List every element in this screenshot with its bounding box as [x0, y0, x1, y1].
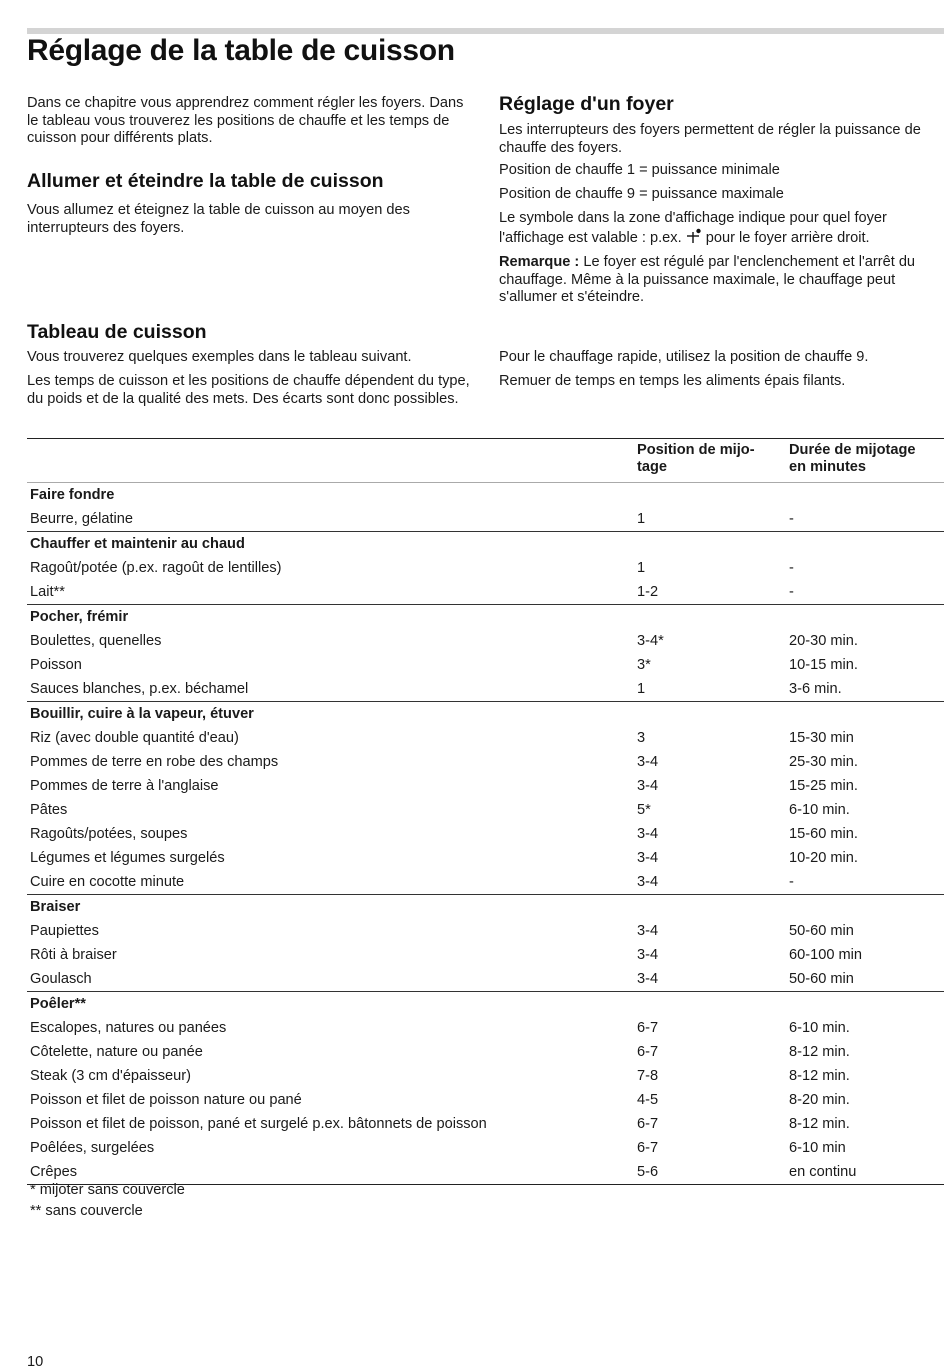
position-cell: 3-4: [637, 826, 659, 842]
table-row: [27, 846, 944, 870]
foyer-text-symbol: [499, 210, 944, 248]
dish-cell: Goulasch: [30, 971, 92, 987]
position-cell: 3*: [637, 657, 651, 673]
duration-cell: 10-20 min.: [789, 850, 858, 866]
table-row: [27, 774, 944, 798]
dish-cell: Cuire en cocotte minute: [30, 874, 185, 890]
position-cell: 3-4: [637, 778, 659, 794]
duration-cell: 15-25 min.: [789, 778, 858, 794]
dish-cell: Steak (3 cm d'épaisseur): [30, 1068, 191, 1084]
empty-cell: [637, 532, 789, 557]
duration-cell: 25-30 min.: [789, 754, 858, 770]
duration-cell: -: [789, 874, 794, 890]
empty-cell: [637, 605, 789, 630]
table-row: [27, 507, 944, 532]
duration-cell: -: [789, 560, 794, 576]
table-row: [27, 556, 944, 580]
position-cell: 1: [637, 560, 646, 576]
duration-cell: 15-30 min: [789, 730, 854, 746]
position-cell: 4-5: [637, 1092, 659, 1108]
header-duration: Durée de mijotage en minutes: [789, 439, 944, 483]
note-text: Le foyer est régulé par l'enclenchement et l'arrêt du chauffage. Même à la puissance maximale, le chauffage peut s'allumer et s'éteindre.: [499, 254, 916, 305]
position-cell: 3-4: [637, 923, 659, 939]
position-cell: 1: [637, 511, 646, 527]
table-category-row: [27, 895, 944, 920]
position-cell: 3-4: [637, 754, 659, 770]
tableau-right-text-2: Remuer de temps en temps les aliments épais filants.: [499, 373, 846, 389]
table-row: [27, 1040, 944, 1064]
header-position: Position de mijo- tage: [637, 439, 789, 483]
category-label: Poêler**: [27, 992, 637, 1017]
duration-cell: 8-20 min.: [789, 1092, 850, 1108]
dish-cell: Poisson et filet de poisson nature ou pané: [30, 1092, 302, 1108]
duration-cell: 6-10 min.: [789, 1020, 850, 1036]
footnote-1: * mijoter sans couvercle: [30, 1182, 185, 1198]
page-title: Réglage de la table de cuisson: [27, 34, 455, 67]
duration-cell: 8-12 min.: [789, 1044, 850, 1060]
empty-cell: [789, 992, 944, 1017]
duration-cell: -: [789, 584, 794, 600]
empty-cell: [789, 702, 944, 727]
table-row: [27, 798, 944, 822]
foyer-text-max: Position de chauffe 9 = puissance maximale: [499, 186, 784, 202]
table-row: [27, 653, 944, 677]
dish-cell: Poisson et filet de poisson, pané et surgelé p.ex. bâtonnets de poisson: [30, 1116, 487, 1132]
table-category-row: [27, 702, 944, 727]
table-category-row: [27, 605, 944, 630]
tableau-right-text-1: Pour le chauffage rapide, utilisez la position de chauffe 9.: [499, 349, 869, 365]
dish-cell: Côtelette, nature ou panée: [30, 1044, 203, 1060]
table-row: [27, 1136, 944, 1160]
dish-cell: Lait**: [30, 584, 65, 600]
dish-cell: Ragoûts/potées, soupes: [30, 826, 188, 842]
table-row: [27, 870, 944, 895]
foyer-text-min: Position de chauffe 1 = puissance minimale: [499, 162, 780, 178]
table-row: [27, 1064, 944, 1088]
duration-cell: 10-15 min.: [789, 657, 858, 673]
dish-cell: Beurre, gélatine: [30, 511, 134, 527]
table-row: [27, 677, 944, 702]
tableau-text-2: Les temps de cuisson et les positions de chauffe dépendent du type, du poids et de la qualité des mets. Des écarts sont donc possibles.: [27, 373, 470, 407]
duration-cell: 3-6 min.: [789, 681, 842, 697]
category-label: Chauffer et maintenir au chaud: [27, 532, 637, 557]
table-row: [27, 580, 944, 605]
position-cell: 1-2: [637, 584, 659, 600]
duration-cell: 15-60 min.: [789, 826, 858, 842]
dish-cell: Pommes de terre en robe des champs: [30, 754, 279, 770]
table-category-row: [27, 992, 944, 1017]
position-cell: 6-7: [637, 1020, 659, 1036]
table-row: [27, 919, 944, 943]
note-label: Remarque :: [499, 254, 580, 270]
footnotes: [30, 1180, 185, 1222]
duration-cell: 6-10 min.: [789, 802, 850, 818]
dish-cell: Riz (avec double quantité d'eau): [30, 730, 239, 746]
dish-cell: Sauces blanches, p.ex. béchamel: [30, 681, 249, 697]
table-row: [27, 822, 944, 846]
table-row: [27, 1088, 944, 1112]
duration-cell: 60-100 min: [789, 947, 863, 963]
position-cell: 5*: [637, 802, 651, 818]
section-heading-on-off: Allumer et éteindre la table de cuisson: [27, 170, 384, 192]
dish-cell: Pommes de terre à l'anglaise: [30, 778, 219, 794]
foyer-note: [499, 254, 944, 307]
cooking-table: [27, 438, 944, 1185]
position-cell: 6-7: [637, 1044, 659, 1060]
category-label: Bouillir, cuire à la vapeur, étuver: [27, 702, 637, 727]
position-cell: 1: [637, 681, 646, 697]
rear-right-burner-icon: [686, 228, 702, 249]
duration-cell: 50-60 min: [789, 923, 854, 939]
duration-cell: 8-12 min.: [789, 1068, 850, 1084]
position-cell: 6-7: [637, 1140, 659, 1156]
dish-cell: Pâtes: [30, 802, 68, 818]
on-off-text: Vous allumez et éteignez la table de cuisson au moyen des interrupteurs des foyers.: [27, 202, 410, 236]
duration-cell: 50-60 min: [789, 971, 854, 987]
empty-cell: [637, 895, 789, 920]
dish-cell: Escalopes, natures ou panées: [30, 1020, 227, 1036]
header-dish: [27, 439, 637, 483]
table-header-row: [27, 439, 944, 483]
table-row: [27, 943, 944, 967]
duration-cell: -: [789, 511, 794, 527]
position-cell: 5-6: [637, 1160, 789, 1185]
section-heading-foyer: Réglage d'un foyer: [499, 93, 674, 115]
position-cell: 3-4: [637, 947, 659, 963]
dish-cell: Boulettes, quenelles: [30, 633, 162, 649]
dish-cell: Légumes et légumes surgelés: [30, 850, 225, 866]
dish-cell: Rôti à braiser: [30, 947, 117, 963]
dish-cell: Ragoût/potée (p.ex. ragoût de lentilles): [30, 560, 282, 576]
section-heading-tableau: Tableau de cuisson: [27, 321, 207, 343]
table-row: [27, 750, 944, 774]
dish-cell: Poêlées, surgelées: [30, 1140, 155, 1156]
category-label: Pocher, frémir: [27, 605, 637, 630]
position-cell: 6-7: [637, 1116, 659, 1132]
category-label: Braiser: [27, 895, 637, 920]
table-row: [27, 967, 944, 992]
foyer-symbol-text: Le symbole dans la zone d'affichage indique pour quel foyer l'affichage est valable : p.ex.: [499, 210, 887, 246]
empty-cell: [637, 702, 789, 727]
table-row: [27, 629, 944, 653]
duration-cell: 20-30 min.: [789, 633, 858, 649]
duration-cell: 8-12 min.: [789, 1116, 850, 1132]
dish-cell: Crêpes: [27, 1160, 637, 1185]
empty-cell: [637, 483, 789, 508]
empty-cell: [789, 605, 944, 630]
footnote-2: ** sans couvercle: [30, 1203, 143, 1219]
position-cell: 3-4: [637, 874, 659, 890]
table-row: [27, 1112, 944, 1136]
position-cell: 3: [637, 730, 646, 746]
duration-cell: en continu: [789, 1160, 944, 1185]
dish-cell: Paupiettes: [30, 923, 99, 939]
empty-cell: [637, 992, 789, 1017]
empty-cell: [789, 532, 944, 557]
table-category-row: [27, 483, 944, 508]
empty-cell: [789, 483, 944, 508]
tableau-text-1: Vous trouverez quelques exemples dans le tableau suivant.: [27, 349, 412, 365]
foyer-symbol-text-end: pour le foyer arrière droit.: [705, 229, 870, 246]
position-cell: 3-4: [637, 850, 659, 866]
empty-cell: [789, 895, 944, 920]
table-category-row: [27, 532, 944, 557]
duration-cell: 6-10 min: [789, 1140, 846, 1156]
category-label: Faire fondre: [27, 483, 637, 508]
position-cell: 7-8: [637, 1068, 659, 1084]
table-row: [27, 726, 944, 750]
dish-cell: Poisson: [30, 657, 82, 673]
page-number: 10: [27, 1354, 44, 1370]
table-row: [27, 1016, 944, 1040]
position-cell: 3-4*: [637, 633, 664, 649]
foyer-text-1: Les interrupteurs des foyers permettent de régler la puissance de chauffe des foyers.: [499, 122, 921, 156]
intro-text: Dans ce chapitre vous apprendrez comment régler les foyers. Dans le tableau vous trouverez les positions de chauffe et les temps de cuisson pour différents plats.: [27, 95, 464, 146]
position-cell: 3-4: [637, 971, 659, 987]
